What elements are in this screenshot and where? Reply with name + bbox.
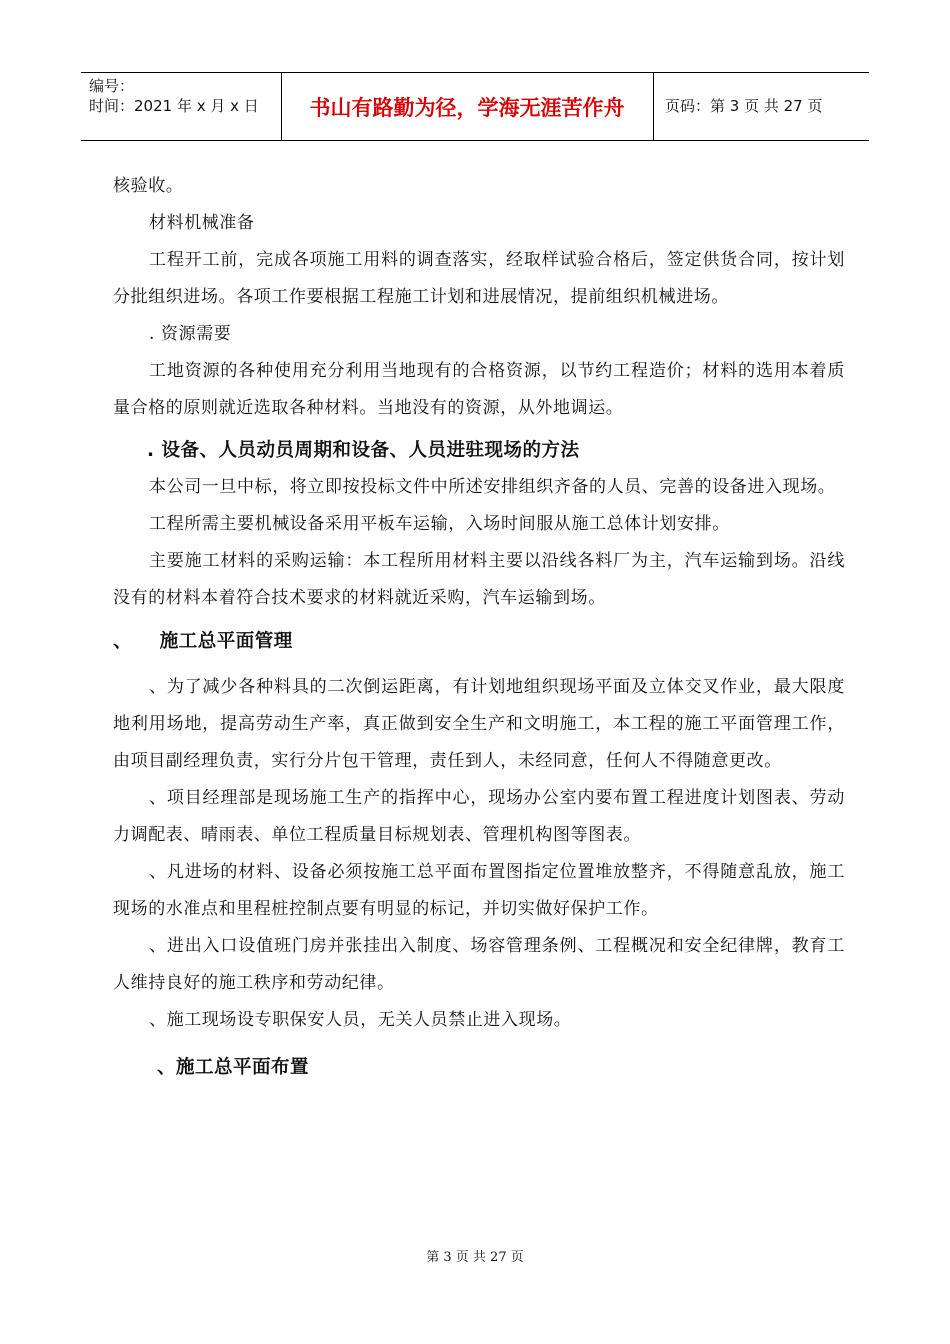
paragraph: 工程开工前，完成各项施工用料的调查落实，经取样试验合格后，签定供货合同，按计划分批组织进场。各项工作要根据工程施工计划和进展情况，提前组织机械进场。 [113, 250, 845, 307]
paragraph: 本公司一旦中标，将立即按投标文件中所述安排组织齐备的人员、完善的设备进入现场。 [149, 477, 836, 497]
header-info-cell [81, 73, 282, 140]
doc-date-label: 时间：2021 年 x 月 x 日 [89, 97, 259, 115]
header-motto: 书山有路勤为径，学海无涯苦作舟 [281, 73, 654, 140]
doc-number-label: 编号： [89, 77, 135, 95]
paragraph: 核验收。 [113, 176, 184, 196]
page-footer: 第 3 页 共 27 页 [426, 1250, 524, 1265]
header-page-number: 页码：第 3 页 共 27 页 [665, 97, 823, 115]
section-heading: 、 施工总平面管理 [113, 631, 293, 652]
page-header [81, 72, 869, 141]
paragraph: 工程所需主要机械设备采用平板车运输，入场时间服从施工总体计划安排。 [149, 514, 730, 534]
paragraph: 主要施工材料的采购运输：本工程所用材料主要以沿线各料厂为主，汽车运输到场。沿线没有的材料本着符合技术要求的材料就近采购，汽车运输到场。 [113, 551, 845, 608]
paragraph: 工地资源的各种使用充分利用当地现有的合格资源，以节约工程造价；材料的选用本着质量合格的原则就近选取各种材料。当地没有的资源，从外地调运。 [113, 361, 845, 418]
document-body [113, 168, 845, 1079]
paragraph: . 资源需要 [149, 324, 232, 344]
paragraph: 材料机械准备 [149, 213, 255, 233]
paragraph: 、为了减少各种料具的二次倒运距离，有计划地组织现场平面及立体交叉作业，最大限度地利用场地，提高劳动生产率，真正做到安全生产和文明施工，本工程的施工平面管理工作，由项目副经理负责，实行分片包干管理，责任到人，未经同意，任何人不得随意更改。 [113, 677, 845, 771]
paragraph: 、进出入口设值班门房并张挂出入制度、场容管理条例、工程概况和安全纪律牌，教育工人维持良好的施工秩序和劳动纪律。 [113, 936, 845, 993]
paragraph: 、施工现场设专职保安人员，无关人员禁止进入现场。 [149, 1010, 572, 1030]
paragraph: 、凡进场的材料、设备必须按施工总平面布置图指定位置堆放整齐，不得随意乱放，施工现场的水准点和里程桩控制点要有明显的标记，并切实做好保护工作。 [113, 862, 845, 919]
section-heading: 、施工总平面布置 [157, 1057, 310, 1078]
paragraph: 、项目经理部是现场施工生产的指挥中心，现场办公室内要布置工程进度计划图表、劳动力调配表、晴雨表、单位工程质量目标规划表、管理机构图等图表。 [113, 788, 845, 845]
section-heading: . 设备、人员动员周期和设备、人员进驻现场的方法 [147, 440, 580, 461]
